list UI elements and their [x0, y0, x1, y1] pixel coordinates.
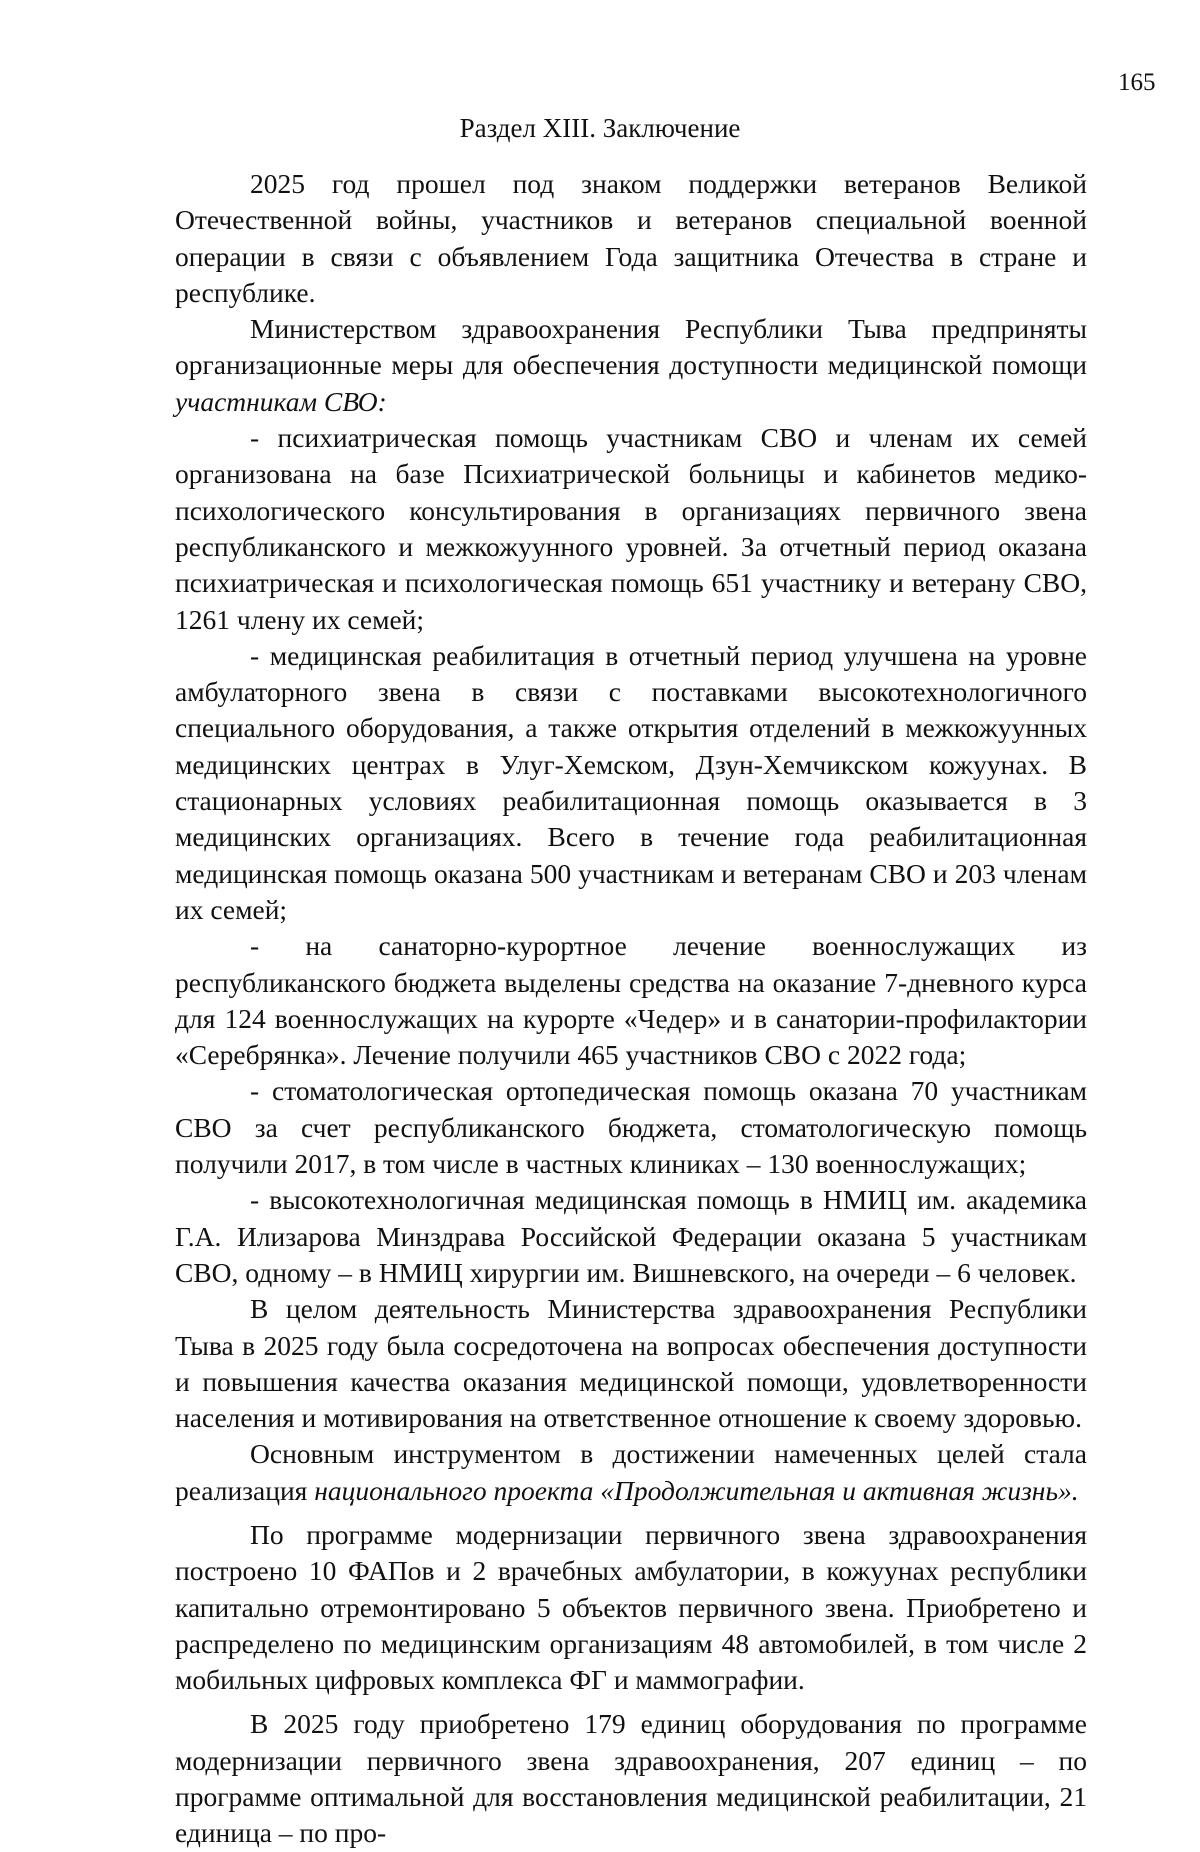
list-item-sanatorium: [175, 928, 1087, 1073]
paragraph-text: - высокотехнологичная медицинская помощь в НМИЦ им. академика Г.А. Илизарова Минздрава Российской Федерации оказана 5 участникам СВО, одному – в НМИЦ хирургии им. Вишневского, на очереди – 6 человек.: [175, 1184, 1087, 1288]
list-item-psychiatric: [175, 420, 1087, 638]
document-body: [175, 166, 1087, 1852]
paragraph-text: Основным инструментом в достижении намеченных целей стала реализация: [175, 1438, 1087, 1506]
paragraph-intro: [175, 166, 1087, 311]
paragraph-text: В целом деятельность Министерства здравоохранения Республики Тыва в 2025 году была сосредоточена на вопросах обеспечения доступности и повышения качества оказания медицинской помощи, удовлетворенности населения и мотивирования на ответственное отношение к своему здоровью.: [175, 1293, 1087, 1434]
section-title: Раздел XIII. Заключение: [459, 113, 741, 143]
paragraph-text: - на санаторно-курортное лечение военнослужащих из республиканского бюджета выделены средства на оказание 7-дневного курса для 124 военнослужащих на курорте «Чедер» и в санатории-профилактории «Серебрянка». Лечение получили 465 участников СВО с 2022 года;: [175, 930, 1087, 1071]
paragraph-text: В 2025 году приобретено 179 единиц оборудования по программе модернизации первичного звена здравоохранения, 207 единиц – по программе оптимальной для восстановления медицинской реабилитации, 21 единица – по про-: [175, 1708, 1087, 1849]
paragraph-equipment: [175, 1706, 1087, 1851]
list-item-dental: [175, 1073, 1087, 1182]
paragraph-modernization: [175, 1517, 1087, 1698]
list-item-rehabilitation: [175, 638, 1087, 928]
paragraph-overall: [175, 1291, 1087, 1436]
paragraph-text: По программе модернизации первичного звена здравоохранения построено 10 ФАПов и 2 врачебных амбулатории, в кожуунах республики капитально отремонтировано 5 объектов первичного звена. Приобретено и распределено по медицинским организациям 48 автомобилей, в том числе 2 мобильных цифровых комплекса ФГ и маммографии.: [175, 1518, 1087, 1696]
list-item-high-tech: [175, 1182, 1087, 1291]
paragraph-text: - психиатрическая помощь участникам СВО и членам их семей организована на базе Психиатрической больницы и кабинетов медико-психологического консультирования в организациях первичного звена республиканского и межкожуунного уровней. За отчетный период оказана психиатрическая и психологическая помощь 651 участнику и ветерану СВО, 1261 члену их семей;: [175, 422, 1087, 635]
paragraph-text: - медицинская реабилитация в отчетный период улучшена на уровне амбулаторного звена в связи с поставками высокотехнологичного специального оборудования, а также открытия отделений в межкожуунных медицинских центрах в Улуг-Хемском, Дзун-Хемчикском кожуунах. В стационарных условиях реабилитационная помощь оказывается в 3 медицинских организациях. Всего в течение года реабилитационная медицинская помощь оказана 500 участникам и ветеранам СВО и 203 членам их семей;: [175, 639, 1087, 925]
paragraph-text: Министерством здравоохранения Республики Тыва предприняты организационные меры для обеспечения доступности медицинской помощи: [175, 313, 1087, 381]
paragraph-text: 2025 год прошел под знаком поддержки ветеранов Великой Отечественной войны, участников и ветеранов специальной военной операции в связи с объявлением Года защитника Отечества в стране и республике.: [175, 168, 1087, 308]
page-number: 165: [1118, 69, 1156, 96]
paragraph-national-project: [175, 1436, 1087, 1509]
emphasis-text: участникам СВО:: [175, 385, 387, 417]
paragraph-text: - стоматологическая ортопедическая помощь оказана 70 участникам СВО за счет республиканского бюджета, стоматологическую помощь получили 2017, в том числе в частных клиниках – 130 военнослужащих;: [175, 1075, 1087, 1180]
emphasis-text: национального проекта «Продолжительная и активная жизнь».: [314, 1474, 1079, 1506]
paragraph-measures: [175, 311, 1087, 420]
